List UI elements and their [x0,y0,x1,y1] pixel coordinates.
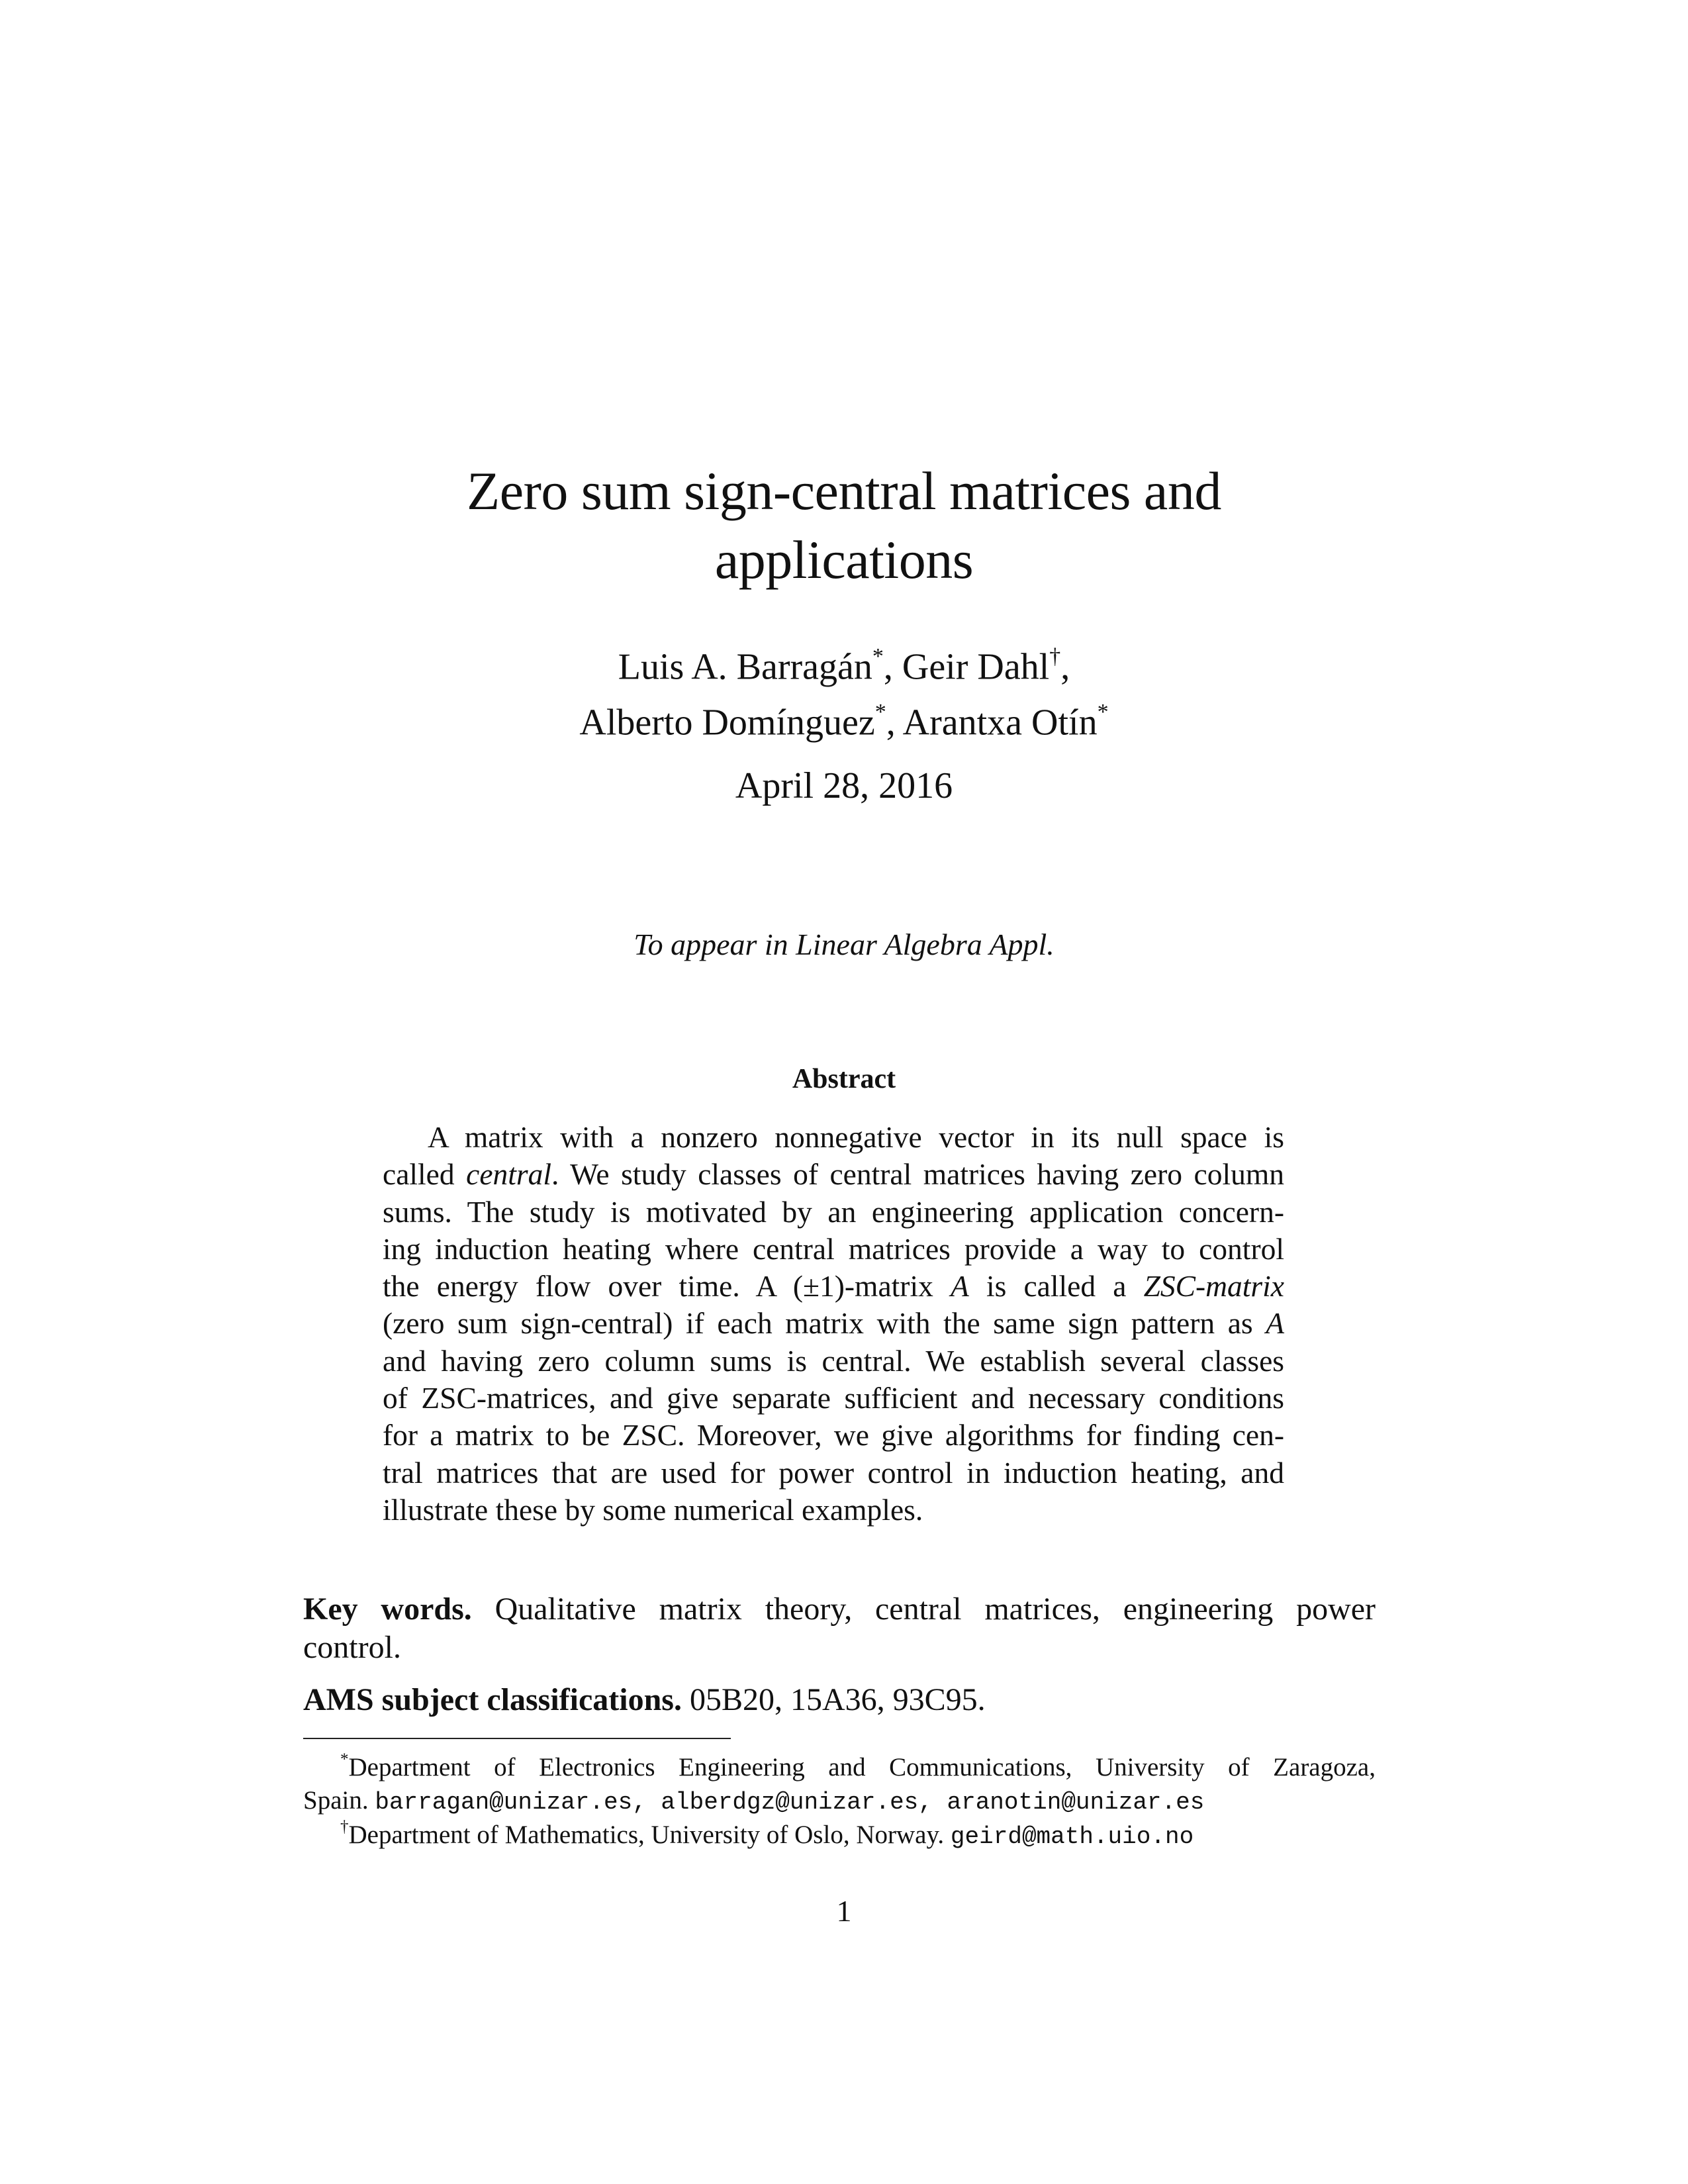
affiliation-mark: * [872,644,884,669]
abstract-line: tral matrices that are used for power control in induction heating, and [383,1455,1284,1490]
affiliation-mark: * [874,699,886,724]
abstract-line: and having zero column sums is central. We establish several classes [383,1343,1284,1378]
affiliation-mark: * [1097,699,1109,724]
author-name: Luis A. Barragán [618,646,872,688]
footnote-affiliation-2 [303,1813,1376,1854]
footnote-text: Department of Electronics Engineering and Communications, University of Zaragoza, [348,1753,1376,1781]
ams-codes: 05B20, 15A36, 93C95. [689,1682,986,1717]
math-symbol: A [1266,1306,1284,1341]
keywords [303,1590,1376,1667]
author-name: Arantxa Otín [902,702,1098,743]
footnote-affiliation-1 [303,1745,1376,1819]
author-separator: , [886,702,903,743]
abstract-line: illustrate these by some numerical examples. [383,1492,923,1527]
author-line-1 [0,636,1688,691]
author-line-2 [0,691,1688,747]
paper-date: April 28, 2016 [735,765,953,806]
abstract-line: the energy flow over time. A (±1)-matrix A is called a ZSC-matrix [383,1269,1284,1304]
abstract-line: (zero sum sign-central) if each matrix with the same sign pattern as A [383,1306,1284,1341]
title-line-2: applications [714,530,974,590]
author-separator: , [1060,646,1070,688]
affiliation-mark: † [1049,644,1061,669]
keywords-text: Qualitative matrix theory, central matrices, engineering power [494,1591,1376,1627]
paper-title [0,457,1688,594]
author-separator: , [883,646,902,688]
email-links[interactable]: barragan@unizar.es, alberdgz@unizar.es, aranotin@unizar.es [375,1789,1205,1816]
keywords-label: Key words. [303,1591,472,1627]
footnote-text: Department of Mathematics, University of Oslo, Norway. [348,1821,945,1849]
abstract-line: of ZSC-matrices, and give separate sufficient and necessary conditions [383,1381,1284,1415]
keywords-line: control. [303,1630,401,1665]
venue-note: To appear in Linear Algebra Appl. [633,927,1055,961]
abstract-line: A matrix with a nonzero nonnegative vector in its null space is [428,1120,1284,1154]
emphasis-term: central [466,1157,552,1192]
abstract-line: sums. The study is motivated by an engineering application concern- [383,1194,1284,1229]
math-symbol: A [951,1269,969,1304]
footnote-rule [303,1738,731,1739]
abstract-line: called central. We study classes of central matrices having zero column [383,1157,1285,1192]
emphasis-term: ZSC-matrix [1143,1269,1284,1304]
footnote-mark: † [340,1818,349,1836]
footnote-text: Spain. [303,1786,369,1815]
ams-label: AMS subject classifications. [303,1682,682,1717]
page-number: 1 [836,1894,852,1928]
email-link[interactable]: geird@math.uio.no [950,1823,1194,1850]
author-list [0,636,1688,746]
abstract-line: for a matrix to be ZSC. Moreover, we give algorithms for finding cen- [383,1418,1284,1452]
footnote-line [303,1813,1376,1854]
ams-classifications [303,1682,986,1718]
keywords-line [303,1590,1376,1629]
footnote-line [303,1745,1376,1784]
author-name: Geir Dahl [902,646,1050,688]
abstract-heading: Abstract [792,1064,896,1094]
footnote-mark: * [340,1750,349,1768]
abstract-line: ing induction heating where central matrices provide a way to control [383,1231,1284,1266]
abstract-body [383,1119,1284,1529]
author-name: Alberto Domínguez [579,702,875,743]
title-line-1: Zero sum sign-central matrices and [467,461,1221,521]
